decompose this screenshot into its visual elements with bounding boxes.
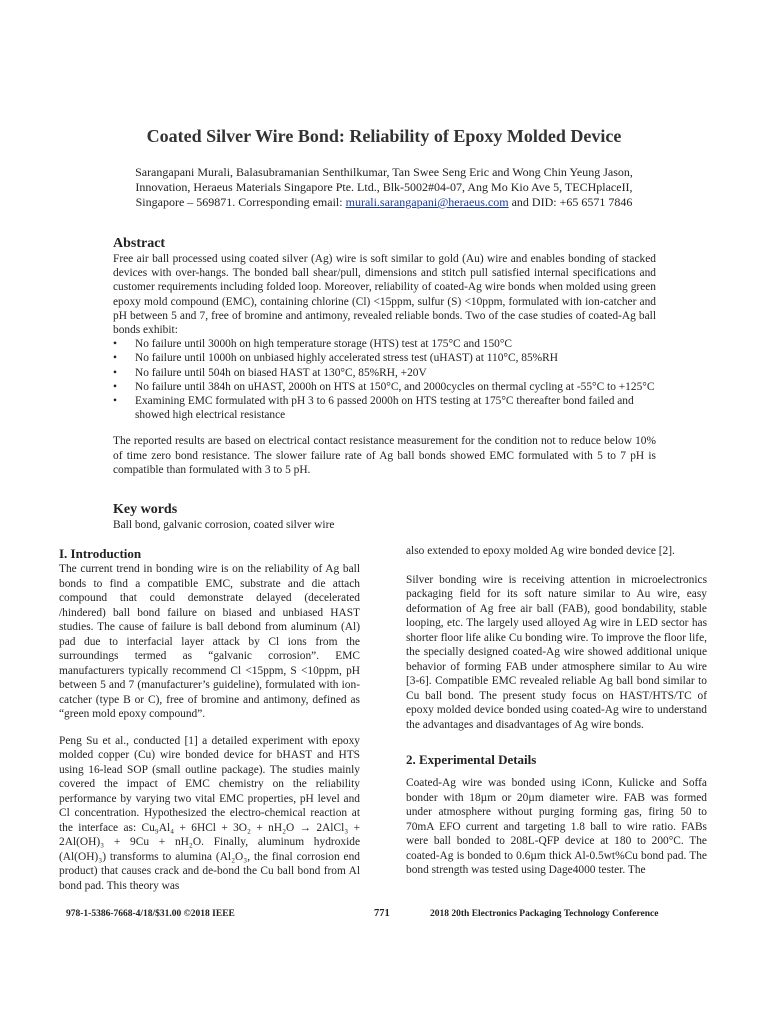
contact-prefix: Singapore – 569871. Corresponding email: bbox=[135, 195, 346, 209]
continued-text: also extended to epoxy molded Ag wire bonded device [2]. bbox=[406, 545, 675, 557]
bullet-symbol: • bbox=[113, 395, 117, 408]
bullet-symbol: • bbox=[113, 366, 117, 379]
paper-title: Coated Silver Wire Bond: Reliability of Epoxy Molded Device bbox=[146, 126, 622, 146]
abstract-bullet bbox=[113, 337, 656, 351]
author-affiliation: Innovation, Heraeus Materials Singapore Pte. Ltd., Blk-5002#04-07, Ang Mo Kio Ave 5, TECHplaceII, bbox=[135, 180, 633, 194]
keywords-text: Ball bond, galvanic corrosion, coated silver wire bbox=[113, 519, 335, 531]
author-block bbox=[100, 165, 668, 210]
bullet-symbol: • bbox=[113, 338, 117, 351]
keywords-heading: Key words bbox=[113, 502, 178, 517]
abstract-intro: Free air ball processed using coated silver (Ag) wire is soft similar to gold (Au) wire and enables bonding of stacked devices with over-hangs. The bonded ball shear/pull, dimensions and stitch pull satisfied internal specifications and customer requirements including folded loop. Moreover, reliability of coated-Ag wire bonds when molded using green epoxy mold compound (EMC), containing chlorine (Cl) <15ppm, sulfur (S) <10ppm, formulated with ion-catcher and pH between 5 and 7, free of bromine and antimony, revealed reliable bonds. Two of the case studies of coated-Ag ball bonds exhibit: bbox=[113, 253, 656, 337]
introduction-heading: I. Introduction bbox=[59, 546, 142, 561]
silver-wire-paragraph: Silver bonding wire is receiving attention in microelectronics packaging field for its soft nature similar to Au wire, easy deformation of Ag free air ball (FAB), good bondability, stable looping, etc. The largely used alloyed Ag wire in LED sector has shorter floor life alike Cu bonding wire. To improve the floor life, the specially designed coated-Ag wire showed additional unique behavior of forming FAB under atmosphere similar to Au wire [3-6]. Compatible EMC revealed reliable Ag ball bond similar to Cu ball bond. The present study focus on HAST/HTS/TC of epoxy molded device bonded using coated-Ag wire to understand the advantages and disadvantages of Ag wire bonds. bbox=[406, 573, 707, 731]
footer-page-number: 771 bbox=[374, 908, 390, 919]
introduction-paragraph-1: The current trend in bonding wire is on the reliability of Ag ball bonds to find a compatible EMC, substrate and die attach compound that could demonstrate delayed (decelerated /hindered) ball bond failure on biased and unbiased HAST studies. The cause of failure is ball debond from aluminum (Al) pad due to interfacial layer attack by Cl ions from the surroundings termed as “galvanic corrosion”. EMC manufacturers typically recommend Cl <15ppm, S <10ppm, pH between 5 and 7 (manufacturer’s guideline), formulated with ion-catcher (type B or C), free of bromine and antimony, defined as “green mold epoxy compound”. bbox=[59, 563, 360, 720]
left-column bbox=[59, 546, 360, 893]
bullet-text: No failure until 384h on uHAST, 2000h on HTS at 150°C, and 2000cycles on thermal cycling at -55°C to +125°C bbox=[135, 380, 655, 393]
abstract-bullet bbox=[113, 366, 656, 380]
bullet-text: Examining EMC formulated with pH 3 to 6 passed 2000h on HTS testing at 175°C thereafter bond failed and showed high electrical resistance bbox=[135, 395, 634, 422]
paragraph-2-part-a: Peng Su et al., conducted [1] a detailed experiment with epoxy molded copper (Cu) wire bonded device for bHAST and HTS using 16-lead SOP (small outline package). The studies mainly covered the impact of EMC chemistry on the reliability performance by varying two vital EMC properties, pH level and Cl concentration. Hypothesized the electro-chemical reaction at the interface as: bbox=[59, 734, 360, 834]
abstract-bullet-list bbox=[113, 337, 656, 422]
contact-suffix: and DID: +65 6571 7846 bbox=[508, 195, 633, 209]
author-contact bbox=[100, 195, 668, 210]
right-column bbox=[406, 544, 707, 878]
bullet-symbol: • bbox=[113, 380, 117, 393]
introduction-paragraph-2 bbox=[59, 734, 360, 894]
email-link[interactable]: murali.sarangapani@heraeus.com bbox=[345, 195, 509, 209]
abstract-bullet bbox=[113, 380, 656, 394]
abstract-heading: Abstract bbox=[113, 236, 166, 251]
abstract-closing: The reported results are based on electrical contact resistance measurement for the condition not to reduce below 10% of time zero bond resistance. The slower failure rate of Ag ball bonds showed EMC formulated with 5 to 7 pH is compatible than formulated with 3 to 5 pH. bbox=[113, 435, 656, 476]
author-names: Sarangapani Murali, Balasubramanian Senthilkumar, Tan Swee Seng Eric and Wong Chin Yeung Jason, bbox=[135, 165, 633, 179]
bullet-text: No failure until 3000h on high temperature storage (HTS) test at 175°C and 150°C bbox=[135, 338, 513, 351]
abstract-bullet bbox=[113, 394, 656, 422]
bullet-text: No failure until 1000h on unbiased highly accelerated stress test (uHAST) at 110°C, 85%RH bbox=[135, 352, 558, 365]
experimental-heading: 2. Experimental Details bbox=[406, 752, 537, 767]
footer-isbn: 978-1-5386-7668-4/18/$31.00 ©2018 IEEE bbox=[66, 909, 235, 919]
abstract-bullet bbox=[113, 351, 656, 365]
abstract-section bbox=[113, 236, 656, 477]
paragraph-2-part-b: Finally, aluminum hydroxide (Al(OH)₃) transforms to alumina (Al₂O₃, the final corrosion end product) that causes crack and de-bond the Cu ball bond from Al bond pad. This theory was bbox=[59, 836, 360, 892]
bullet-symbol: • bbox=[113, 352, 117, 365]
footer-conference: 2018 20th Electronics Packaging Technology Conference bbox=[430, 909, 659, 919]
chemical-equation: Cu₉Al₄ + 6HCl + 3O₂ + nH₂O → 2AlCl₃ + 2Al(OH)₃ + 9Cu + nH₂O. bbox=[59, 821, 360, 848]
keywords-section bbox=[113, 502, 656, 532]
bullet-text: No failure until 504h on biased HAST at 130°C, 85%RH, +20V bbox=[135, 366, 427, 379]
experimental-paragraph: Coated-Ag wire was bonded using iConn, Kulicke and Soffa bonder with 18µm or 20µm diameter wire. FAB was formed under atmosphere without purging forming gas, firing 50 to 70mA EFO current and targeting 1.8 ball to wire ratio. FABs were ball bonded to 208L-QFP device at 180 to 200°C. The coated-Ag is bonded to 0.6µm thick Al-0.5wt%Cu bond pad. The bond strength was tested using Dage4000 tester. The bbox=[406, 777, 707, 876]
